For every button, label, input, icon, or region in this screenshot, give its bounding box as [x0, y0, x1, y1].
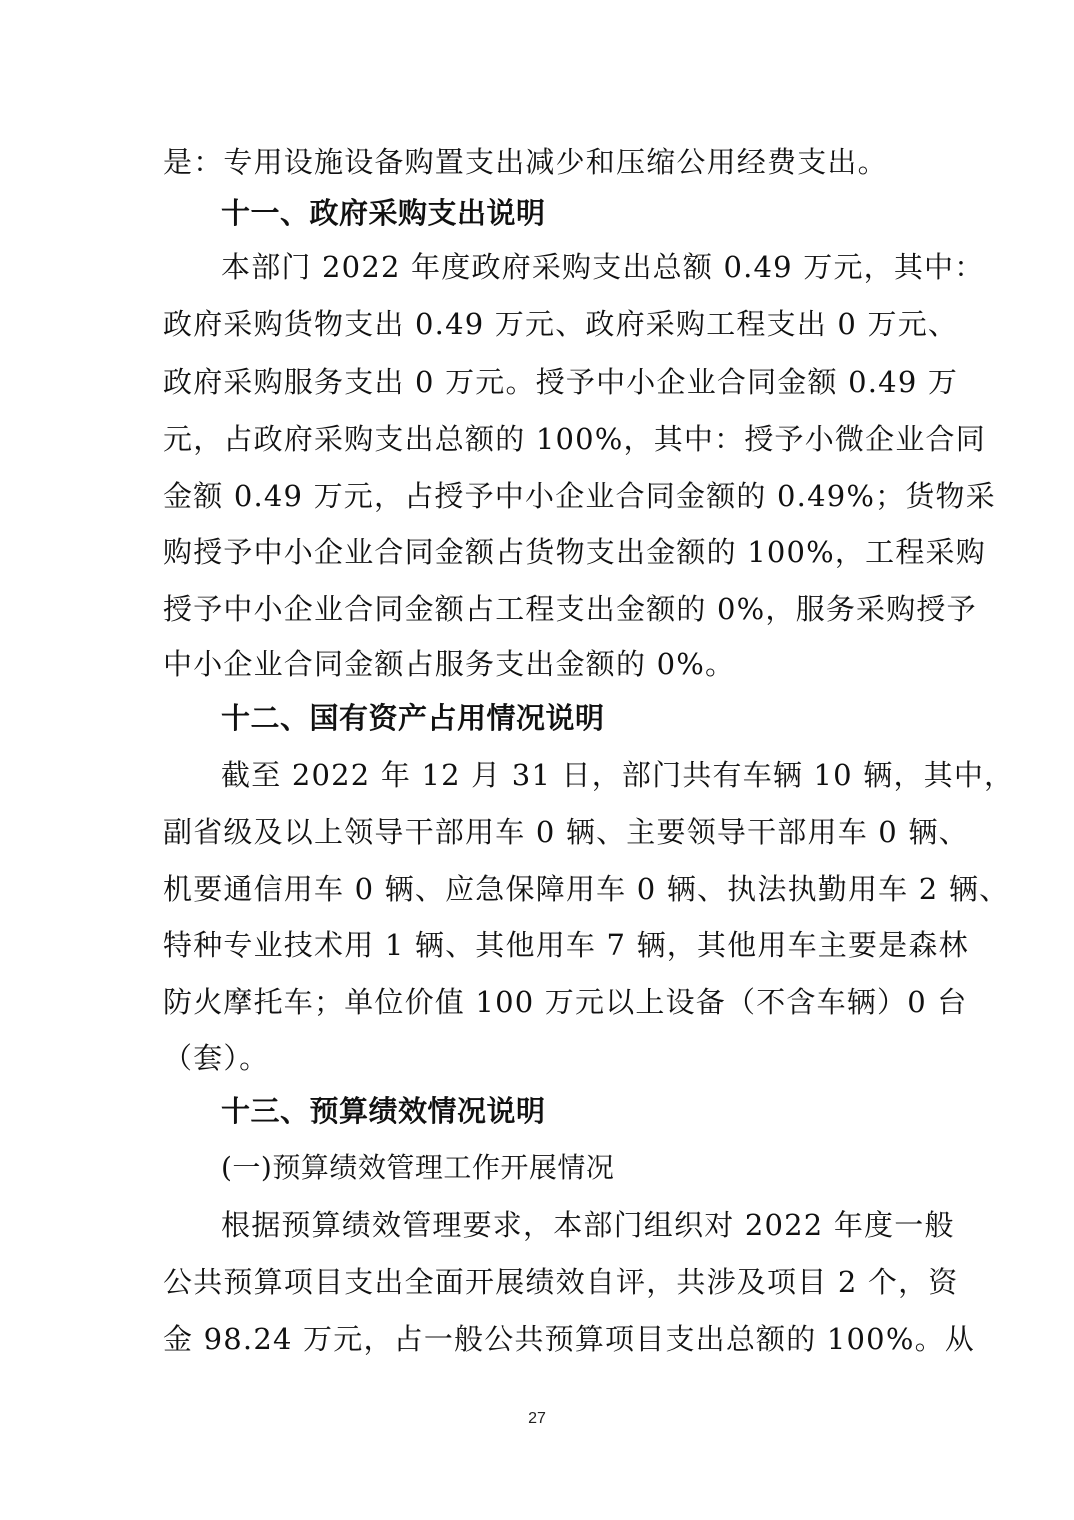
section-heading-12: 十二、国有资产占用情况说明: [221, 701, 605, 735]
body-text-line: （套）。: [163, 1041, 270, 1075]
body-text-line: 根据预算绩效管理要求，本部门组织对 2022 年度一般: [221, 1208, 955, 1242]
body-text-line: 中小企业合同金额占服务支出金额的 0%。: [163, 647, 736, 681]
body-text-line: 政府采购服务支出 0 万元。授予中小企业合同金额 0.49 万: [163, 365, 959, 399]
body-text-line: 政府采购货物支出 0.49 万元、政府采购工程支出 0 万元、: [163, 307, 959, 341]
body-text-line: 本部门 2022 年度政府采购支出总额 0.49 万元，其中：: [221, 250, 985, 284]
body-text-line: 防火摩托车；单位价值 100 万元以上设备（不含车辆）0 台: [163, 985, 968, 1019]
body-text-line: 元，占政府采购支出总额的 100%，其中：授予小微企业合同: [163, 422, 986, 456]
body-text-line: 金额 0.49 万元，占授予中小企业合同金额的 0.49%；货物采: [163, 479, 996, 513]
body-text-line: 公共预算项目支出全面开展绩效自评，共涉及项目 2 个，资: [163, 1265, 959, 1299]
section-heading-13: 十三、预算绩效情况说明: [221, 1094, 546, 1128]
body-text-line: 授予中小企业合同金额占工程支出金额的 0%，服务采购授予: [163, 592, 977, 626]
body-text-line: 特种专业技术用 1 辆、其他用车 7 辆，其他用车主要是森林: [163, 928, 969, 962]
body-text-line: 金 98.24 万元，占一般公共预算项目支出总额的 100%。从: [163, 1322, 975, 1356]
body-text-line: 购授予中小企业合同金额占货物支出金额的 100%，工程采购: [163, 535, 986, 569]
body-text-line: 机要通信用车 0 辆、应急保障用车 0 辆、执法执勤用车 2 辆、: [163, 872, 1010, 906]
body-text-line: 是：专用设施设备购置支出减少和压缩公用经费支出。: [163, 145, 888, 179]
section-heading-11: 十一、政府采购支出说明: [221, 196, 546, 230]
subsection-heading: (一)预算绩效管理工作开展情况: [221, 1151, 615, 1184]
body-text-line: 截至 2022 年 12 月 31 日，部门共有车辆 10 辆，其中，: [221, 758, 1015, 792]
page-number: 27: [528, 1410, 546, 1427]
body-text-line: 副省级及以上领导干部用车 0 辆、主要领导干部用车 0 辆、: [163, 815, 969, 849]
